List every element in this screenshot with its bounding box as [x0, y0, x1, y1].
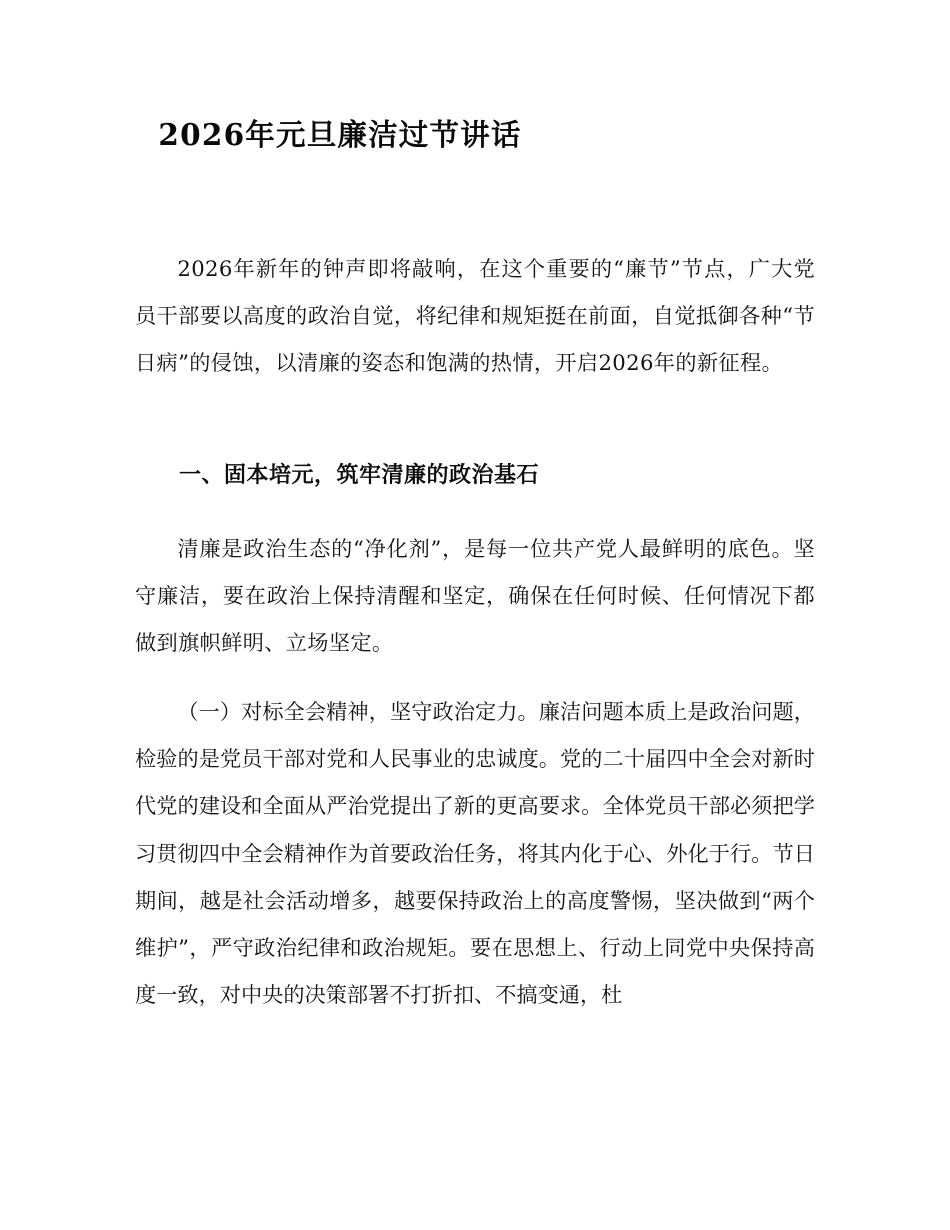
- section-heading-1: 一、固本培元，筑牢清廉的政治基石: [179, 463, 540, 488]
- page-title: 2026年元旦廉洁过节讲话: [158, 117, 522, 152]
- paragraph-intro: 2026年新年的钟声即将敲响，在这个重要的“廉节”节点，广大党员干部要以高度的政治自觉，将纪律和规矩挺在前面，自觉抵御各种“节日病”的侵蚀，以清廉的姿态和饱满的热情，开启2026年的新征程。: [135, 256, 815, 376]
- paragraph-subsection-1: （一）对标全会精神，坚守政治定力。廉洁问题本质上是政治问题，检验的是党员干部对党和人民事业的忠诚度。党的二十届四中全会对新时代党的建设和全面从严治党提出了新的更高要求。全体党员干部必须把学习贯彻四中全会精神作为首要政治任务，将其内化于心、外化于行。节日期间，越是社会活动增多，越要保持政治上的高度警惕，坚决做到“两个维护”，严守政治纪律和政治规矩。要在思想上、行动上同党中央保持高度一致，对中央的决策部署不打折扣、不搞变通，杜: [135, 699, 815, 1008]
- paragraph-core-principle: 清廉是政治生态的“净化剂”，是每一位共产党人最鲜明的底色。坚守廉洁，要在政治上保持清醒和坚定，确保在任何时候、任何情况下都做到旗帜鲜明、立场坚定。: [135, 536, 815, 656]
